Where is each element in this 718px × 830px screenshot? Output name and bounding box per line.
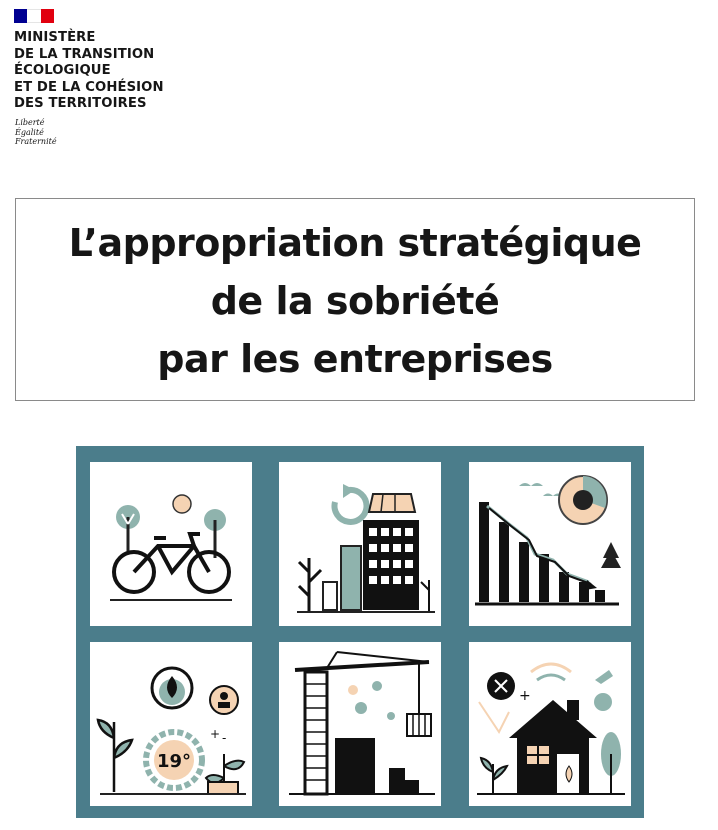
building-solar-panel-icon [279,462,441,626]
tile-thermostat [90,642,252,806]
ministry-name [14,30,164,113]
tile-construction [279,642,441,806]
tile-decreasing-chart [469,462,631,626]
ministry-line: MINISTÈRE [14,30,96,45]
thermostat-19-icon [90,642,252,806]
title-box [15,198,695,401]
construction-crane-icon [279,642,441,806]
tile-building [279,462,441,626]
motto-line: Égalité [15,127,44,137]
cover-illustration [76,446,644,818]
tile-smart-house [469,642,631,806]
motto-line: Liberté [15,118,45,127]
title-line: de la sobriété [210,279,500,323]
ministry-line: ÉCOLOGIQUE [14,63,111,79]
decreasing-bar-chart-icon [469,462,631,626]
ministry-line: ET DE LA COHÉSION [14,79,164,95]
smart-house-icon [469,642,631,806]
thermostat-label: 19° [156,751,192,772]
svg-text:-: - [222,731,227,745]
title-line: L’appropriation stratégique [68,221,642,265]
title-line: par les entreprises [157,337,553,381]
marianne-flag-logo [14,9,54,23]
svg-text:+: + [519,688,531,704]
svg-text:+: + [210,727,221,741]
motto-line: Fraternité [15,137,57,146]
ministry-line: DE LA TRANSITION [14,46,155,62]
republic-motto [15,118,57,147]
tile-bicycle [90,462,252,626]
bicycle-icon [90,462,252,626]
ministry-line: DES TERRITOIRES [14,96,147,112]
